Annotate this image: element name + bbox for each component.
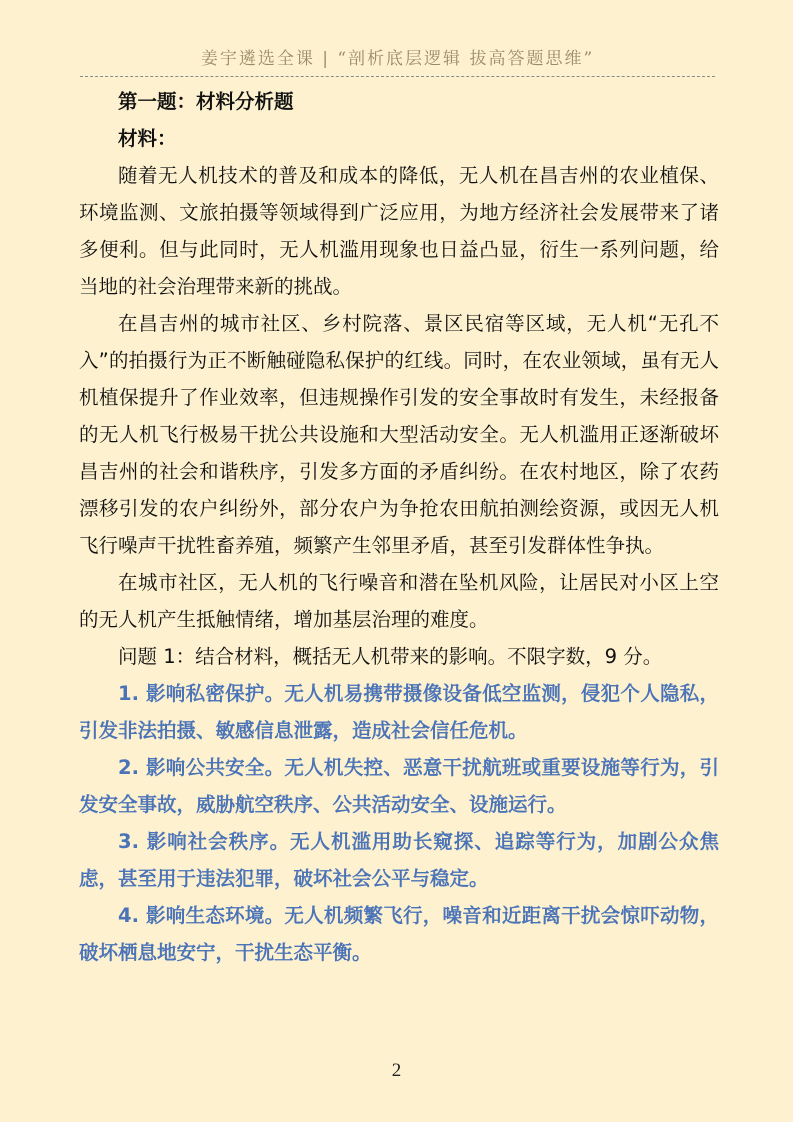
material-paragraph-3: 在城市社区，无人机的飞行噪音和潜在坠机风险，让居民对小区上空的无人机产生抵触情绪，增加基层治理的难度。 xyxy=(79,571,719,631)
running-header: 姜宇遴选全课 | “剖析底层逻辑 拔高答题思维” xyxy=(200,49,595,69)
material-label: 材料： xyxy=(118,127,177,150)
section-title: 第一题：材料分析题 xyxy=(118,90,294,113)
question-text: 问题 1：结合材料，概括无人机带来的影响。不限字数，9 分。 xyxy=(118,645,663,668)
answer-point-3: 3. 影响社会秩序。无人机滥用助长窥探、追踪等行为，加剧公众焦虑，甚至用于违法犯罪，破坏社会公平与稳定。 xyxy=(79,830,719,890)
header-divider xyxy=(80,76,715,77)
answer-point-1: 1. 影响私密保护。无人机易携带摄像设备低空监测，侵犯个人隐私，引发非法拍摄、敏感信息泄露，造成社会信任危机。 xyxy=(79,682,719,742)
answer-point-4: 4. 影响生态环境。无人机频繁飞行，噪音和近距离干扰会惊吓动物，破坏栖息地安宁，干扰生态平衡。 xyxy=(79,904,719,964)
document-body xyxy=(79,83,719,971)
page-number: 2 xyxy=(391,1060,402,1081)
answer-point-2: 2. 影响公共安全。无人机失控、恶意干扰航班或重要设施等行为，引发安全事故，威胁航空秩序、公共活动安全、设施运行。 xyxy=(79,756,719,816)
material-paragraph-2: 在昌吉州的城市社区、乡村院落、景区民宿等区域，无人机“无孔不入”的拍摄行为正不断触碰隐私保护的红线。同时，在农业领域，虽有无人机植保提升了作业效率，但违规操作引发的安全事故时有发生，未经报备的无人机飞行极易干扰公共设施和大型活动安全。无人机滥用正逐渐破坏昌吉州的社会和谐秩序，引发多方面的矛盾纠纷。在农村地区，除了农药漂移引发的农户纠纷外，部分农户为争抢农田航拍测绘资源，或因无人机飞行噪声干扰牲畜养殖，频繁产生邻里矛盾，甚至引发群体性争执。 xyxy=(79,312,719,557)
material-paragraph-1: 随着无人机技术的普及和成本的降低，无人机在昌吉州的农业植保、环境监测、文旅拍摄等领域得到广泛应用，为地方经济社会发展带来了诸多便利。但与此同时，无人机滥用现象也日益凸显，衍生一系列问题，给当地的社会治理带来新的挑战。 xyxy=(79,164,719,298)
